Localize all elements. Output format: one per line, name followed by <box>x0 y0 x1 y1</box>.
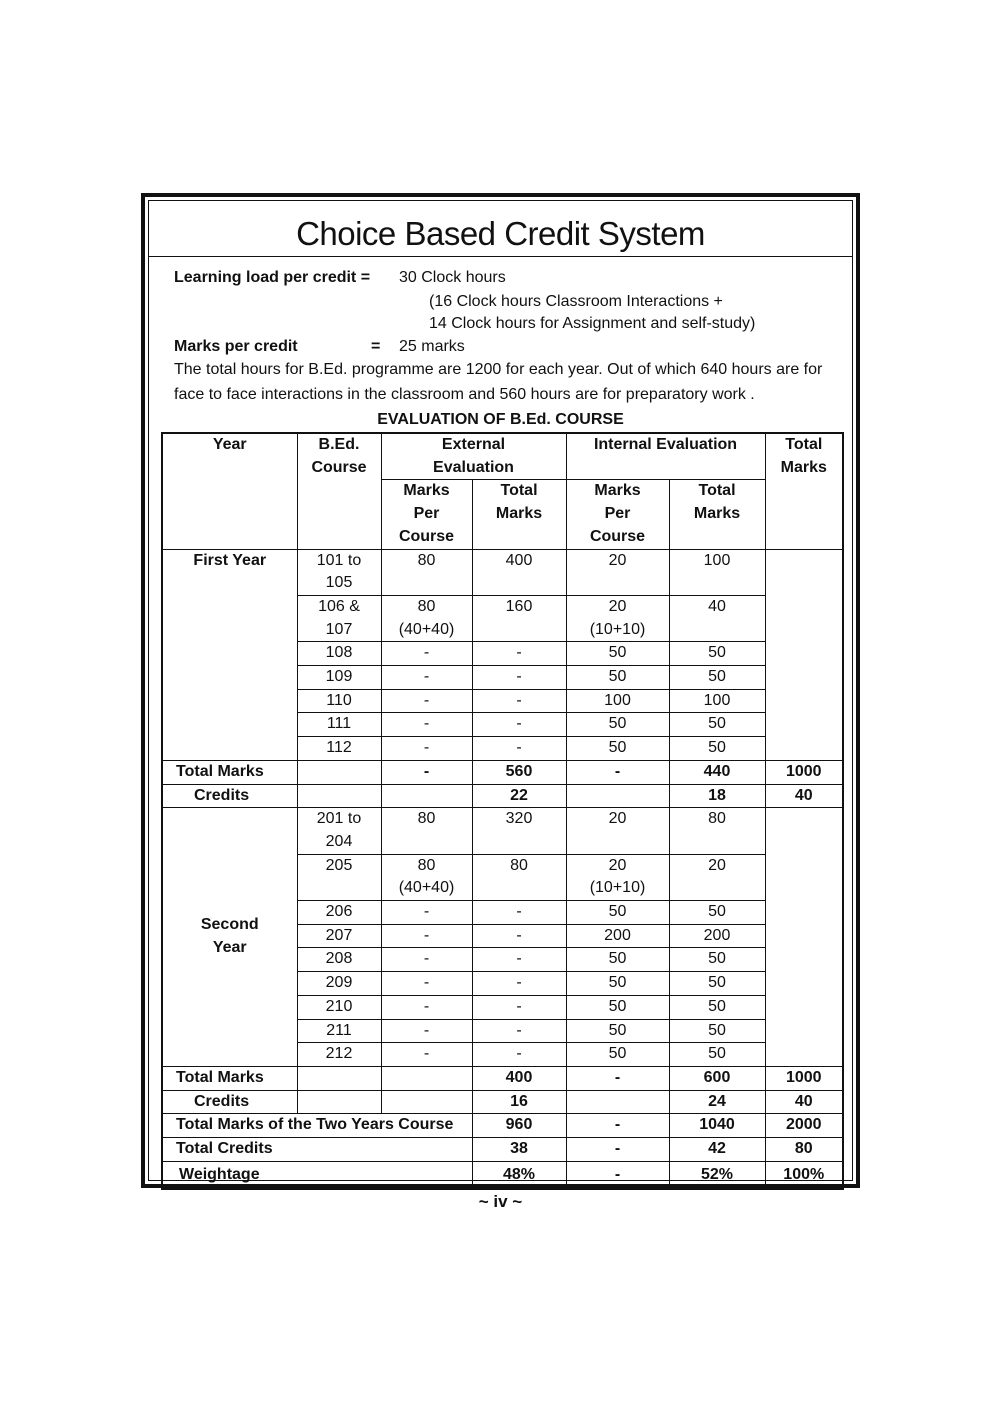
header-int-total-marks: Total Marks <box>669 480 765 549</box>
course-cell: 212 <box>297 1043 381 1067</box>
ext-total-marks-cell: - <box>472 737 566 761</box>
ext-total-marks-cell: - <box>472 642 566 666</box>
summary-int-per: - <box>566 1138 669 1162</box>
ext-marks-per-course-cell: - <box>381 995 472 1019</box>
ext-marks-per-course-cell: - <box>381 1019 472 1043</box>
first-year-total-row <box>162 760 843 784</box>
int-marks-per-course-cell: 50 <box>566 995 669 1019</box>
int-total-marks-cell: 50 <box>669 901 765 925</box>
int-total-marks-cell: 50 <box>669 666 765 690</box>
sy-credits-label: Credits <box>162 1090 297 1114</box>
int-total-marks-cell: 50 <box>669 713 765 737</box>
summary-label: Weightage <box>162 1161 472 1189</box>
summary-ext-total: 48% <box>472 1161 566 1189</box>
course-cell: 110 <box>297 689 381 713</box>
summary-body <box>162 1114 843 1189</box>
header-external-evaluation: External Evaluation <box>381 433 566 480</box>
summary-row <box>162 1114 843 1138</box>
fy-credits-int-total: 18 <box>669 784 765 808</box>
ext-total-marks-cell: - <box>472 713 566 737</box>
course-cell: 208 <box>297 948 381 972</box>
int-total-marks-cell: 20 <box>669 854 765 900</box>
fy-credits-ext-total: 22 <box>472 784 566 808</box>
int-marks-per-course-cell: 50 <box>566 1019 669 1043</box>
sy-credits-int-per <box>566 1090 669 1114</box>
fy-total-ext-total: 560 <box>472 760 566 784</box>
ext-total-marks-cell: 400 <box>472 549 566 595</box>
course-cell: 205 <box>297 854 381 900</box>
fy-total-ext-per: - <box>381 760 472 784</box>
summary-total: 80 <box>765 1138 843 1162</box>
course-cell: 106 & 107 <box>297 595 381 641</box>
int-total-marks-cell: 50 <box>669 737 765 761</box>
table-row <box>162 549 843 595</box>
sy-credits-ext-per <box>381 1090 472 1114</box>
ext-marks-per-course-cell: - <box>381 972 472 996</box>
int-marks-per-course-cell: 50 <box>566 666 669 690</box>
ext-marks-per-course-cell: 80 (40+40) <box>381 854 472 900</box>
header-internal-evaluation: Internal Evaluation <box>566 433 765 480</box>
header-course: B.Ed. Course <box>297 433 381 549</box>
ext-marks-per-course-cell: - <box>381 666 472 690</box>
fy-total-grand: 1000 <box>765 760 843 784</box>
ext-total-marks-cell: - <box>472 901 566 925</box>
first-year-total-column <box>765 549 843 760</box>
int-total-marks-cell: 100 <box>669 689 765 713</box>
header-ext-marks-per-course: Marks Per Course <box>381 480 472 549</box>
marks-per-credit-equals: = <box>371 338 381 355</box>
header-int-marks-per-course: Marks Per Course <box>566 480 669 549</box>
course-cell: 207 <box>297 924 381 948</box>
course-cell: 210 <box>297 995 381 1019</box>
course-cell: 111 <box>297 713 381 737</box>
summary-row <box>162 1138 843 1162</box>
sy-total-ext-total: 400 <box>472 1066 566 1090</box>
ext-total-marks-cell: 160 <box>472 595 566 641</box>
ext-total-marks-cell: - <box>472 995 566 1019</box>
page-title: Choice Based Credit System <box>296 215 705 252</box>
summary-int-total: 1040 <box>669 1114 765 1138</box>
course-cell: 211 <box>297 1019 381 1043</box>
header-total-marks: Total Marks <box>765 433 843 549</box>
sy-credits-total: 40 <box>765 1090 843 1114</box>
int-total-marks-cell: 40 <box>669 595 765 641</box>
fy-credits-course <box>297 784 381 808</box>
summary-int-per: - <box>566 1114 669 1138</box>
ext-marks-per-course-cell: - <box>381 713 472 737</box>
int-marks-per-course-cell: 50 <box>566 642 669 666</box>
int-marks-per-course-cell: 200 <box>566 924 669 948</box>
course-cell: 101 to 105 <box>297 549 381 595</box>
int-total-marks-cell: 50 <box>669 995 765 1019</box>
int-marks-per-course-cell: 50 <box>566 948 669 972</box>
page-number: ~ iv ~ <box>478 1192 523 1211</box>
int-marks-per-course-cell: 20 (10+10) <box>566 854 669 900</box>
summary-int-per: - <box>566 1161 669 1189</box>
sy-credits-ext-total: 16 <box>472 1090 566 1114</box>
ext-total-marks-cell: - <box>472 1043 566 1067</box>
ext-total-marks-cell: - <box>472 972 566 996</box>
fy-credits-int-per <box>566 784 669 808</box>
int-total-marks-cell: 50 <box>669 948 765 972</box>
ext-total-marks-cell: - <box>472 689 566 713</box>
title-divider <box>148 256 853 257</box>
ext-marks-per-course-cell: - <box>381 901 472 925</box>
sy-total-grand: 1000 <box>765 1066 843 1090</box>
learning-load-value: 30 Clock hours <box>399 269 506 286</box>
summary-total: 100% <box>765 1161 843 1189</box>
second-year-total-row <box>162 1066 843 1090</box>
int-marks-per-course-cell: 50 <box>566 972 669 996</box>
summary-label: Total Marks of the Two Years Course <box>162 1114 472 1138</box>
marks-per-credit-value: 25 marks <box>399 338 465 355</box>
int-total-marks-cell: 50 <box>669 642 765 666</box>
table-header-row <box>162 433 843 480</box>
sy-credits-course <box>297 1090 381 1114</box>
ext-marks-per-course-cell: - <box>381 948 472 972</box>
fy-total-label: Total Marks <box>162 760 297 784</box>
course-cell: 108 <box>297 642 381 666</box>
sy-total-course <box>297 1066 381 1090</box>
learning-load-detail-2: 14 Clock hours for Assignment and self-study) <box>429 315 756 332</box>
header-year: Year <box>162 433 297 549</box>
summary-int-total: 52% <box>669 1161 765 1189</box>
fy-credits-total: 40 <box>765 784 843 808</box>
summary-int-total: 42 <box>669 1138 765 1162</box>
ext-total-marks-cell: - <box>472 666 566 690</box>
int-total-marks-cell: 80 <box>669 808 765 854</box>
int-marks-per-course-cell: 50 <box>566 1043 669 1067</box>
second-year-body <box>162 808 843 1067</box>
ext-total-marks-cell: 320 <box>472 808 566 854</box>
summary-ext-total: 960 <box>472 1114 566 1138</box>
ext-marks-per-course-cell: - <box>381 924 472 948</box>
sy-total-int-total: 600 <box>669 1066 765 1090</box>
int-total-marks-cell: 100 <box>669 549 765 595</box>
table-row <box>162 808 843 854</box>
header-ext-total-marks: Total Marks <box>472 480 566 549</box>
first-year-body <box>162 549 843 760</box>
course-cell: 209 <box>297 972 381 996</box>
int-marks-per-course-cell: 100 <box>566 689 669 713</box>
intro-paragraph-line-2: face to face interactions in the classroom and 560 hours are for preparatory work . <box>174 386 755 403</box>
course-cell: 206 <box>297 901 381 925</box>
ext-marks-per-course-cell: - <box>381 737 472 761</box>
sy-total-ext-per <box>381 1066 472 1090</box>
learning-load-detail-1: (16 Clock hours Classroom Interactions + <box>429 293 723 310</box>
fy-credits-label: Credits <box>162 784 297 808</box>
course-cell: 201 to 204 <box>297 808 381 854</box>
fy-total-int-per: - <box>566 760 669 784</box>
evaluation-title: EVALUATION OF B.Ed. COURSE <box>377 411 624 428</box>
fy-total-int-total: 440 <box>669 760 765 784</box>
ext-marks-per-course-cell: 80 <box>381 549 472 595</box>
int-marks-per-course-cell: 20 <box>566 808 669 854</box>
ext-total-marks-cell: - <box>472 924 566 948</box>
int-total-marks-cell: 50 <box>669 1019 765 1043</box>
int-marks-per-course-cell: 20 <box>566 549 669 595</box>
intro-paragraph-line-1: The total hours for B.Ed. programme are 1200 for each year. Out of which 640 hours are for <box>174 361 823 378</box>
ext-total-marks-cell: 80 <box>472 854 566 900</box>
fy-credits-ext-per <box>381 784 472 808</box>
summary-row <box>162 1161 843 1189</box>
learning-load-label: Learning load per credit = <box>174 269 371 286</box>
sy-total-int-per: - <box>566 1066 669 1090</box>
second-year-label: Second Year <box>162 808 297 1067</box>
ext-marks-per-course-cell: 80 <box>381 808 472 854</box>
evaluation-table <box>161 432 844 1190</box>
ext-marks-per-course-cell: 80 (40+40) <box>381 595 472 641</box>
sy-total-label: Total Marks <box>162 1066 297 1090</box>
int-marks-per-course-cell: 50 <box>566 901 669 925</box>
ext-marks-per-course-cell: - <box>381 1043 472 1067</box>
summary-total: 2000 <box>765 1114 843 1138</box>
int-total-marks-cell: 50 <box>669 972 765 996</box>
second-year-total-column <box>765 808 843 1067</box>
course-cell: 112 <box>297 737 381 761</box>
course-cell: 109 <box>297 666 381 690</box>
summary-label: Total Credits <box>162 1138 472 1162</box>
int-total-marks-cell: 200 <box>669 924 765 948</box>
first-year-credits-row <box>162 784 843 808</box>
first-year-label: First Year <box>162 549 297 760</box>
int-marks-per-course-cell: 20 (10+10) <box>566 595 669 641</box>
sy-credits-int-total: 24 <box>669 1090 765 1114</box>
ext-marks-per-course-cell: - <box>381 642 472 666</box>
int-total-marks-cell: 50 <box>669 1043 765 1067</box>
ext-marks-per-course-cell: - <box>381 689 472 713</box>
second-year-credits-row <box>162 1090 843 1114</box>
ext-total-marks-cell: - <box>472 1019 566 1043</box>
int-marks-per-course-cell: 50 <box>566 737 669 761</box>
int-marks-per-course-cell: 50 <box>566 713 669 737</box>
fy-total-course <box>297 760 381 784</box>
summary-ext-total: 38 <box>472 1138 566 1162</box>
marks-per-credit-label: Marks per credit <box>174 338 298 355</box>
ext-total-marks-cell: - <box>472 948 566 972</box>
